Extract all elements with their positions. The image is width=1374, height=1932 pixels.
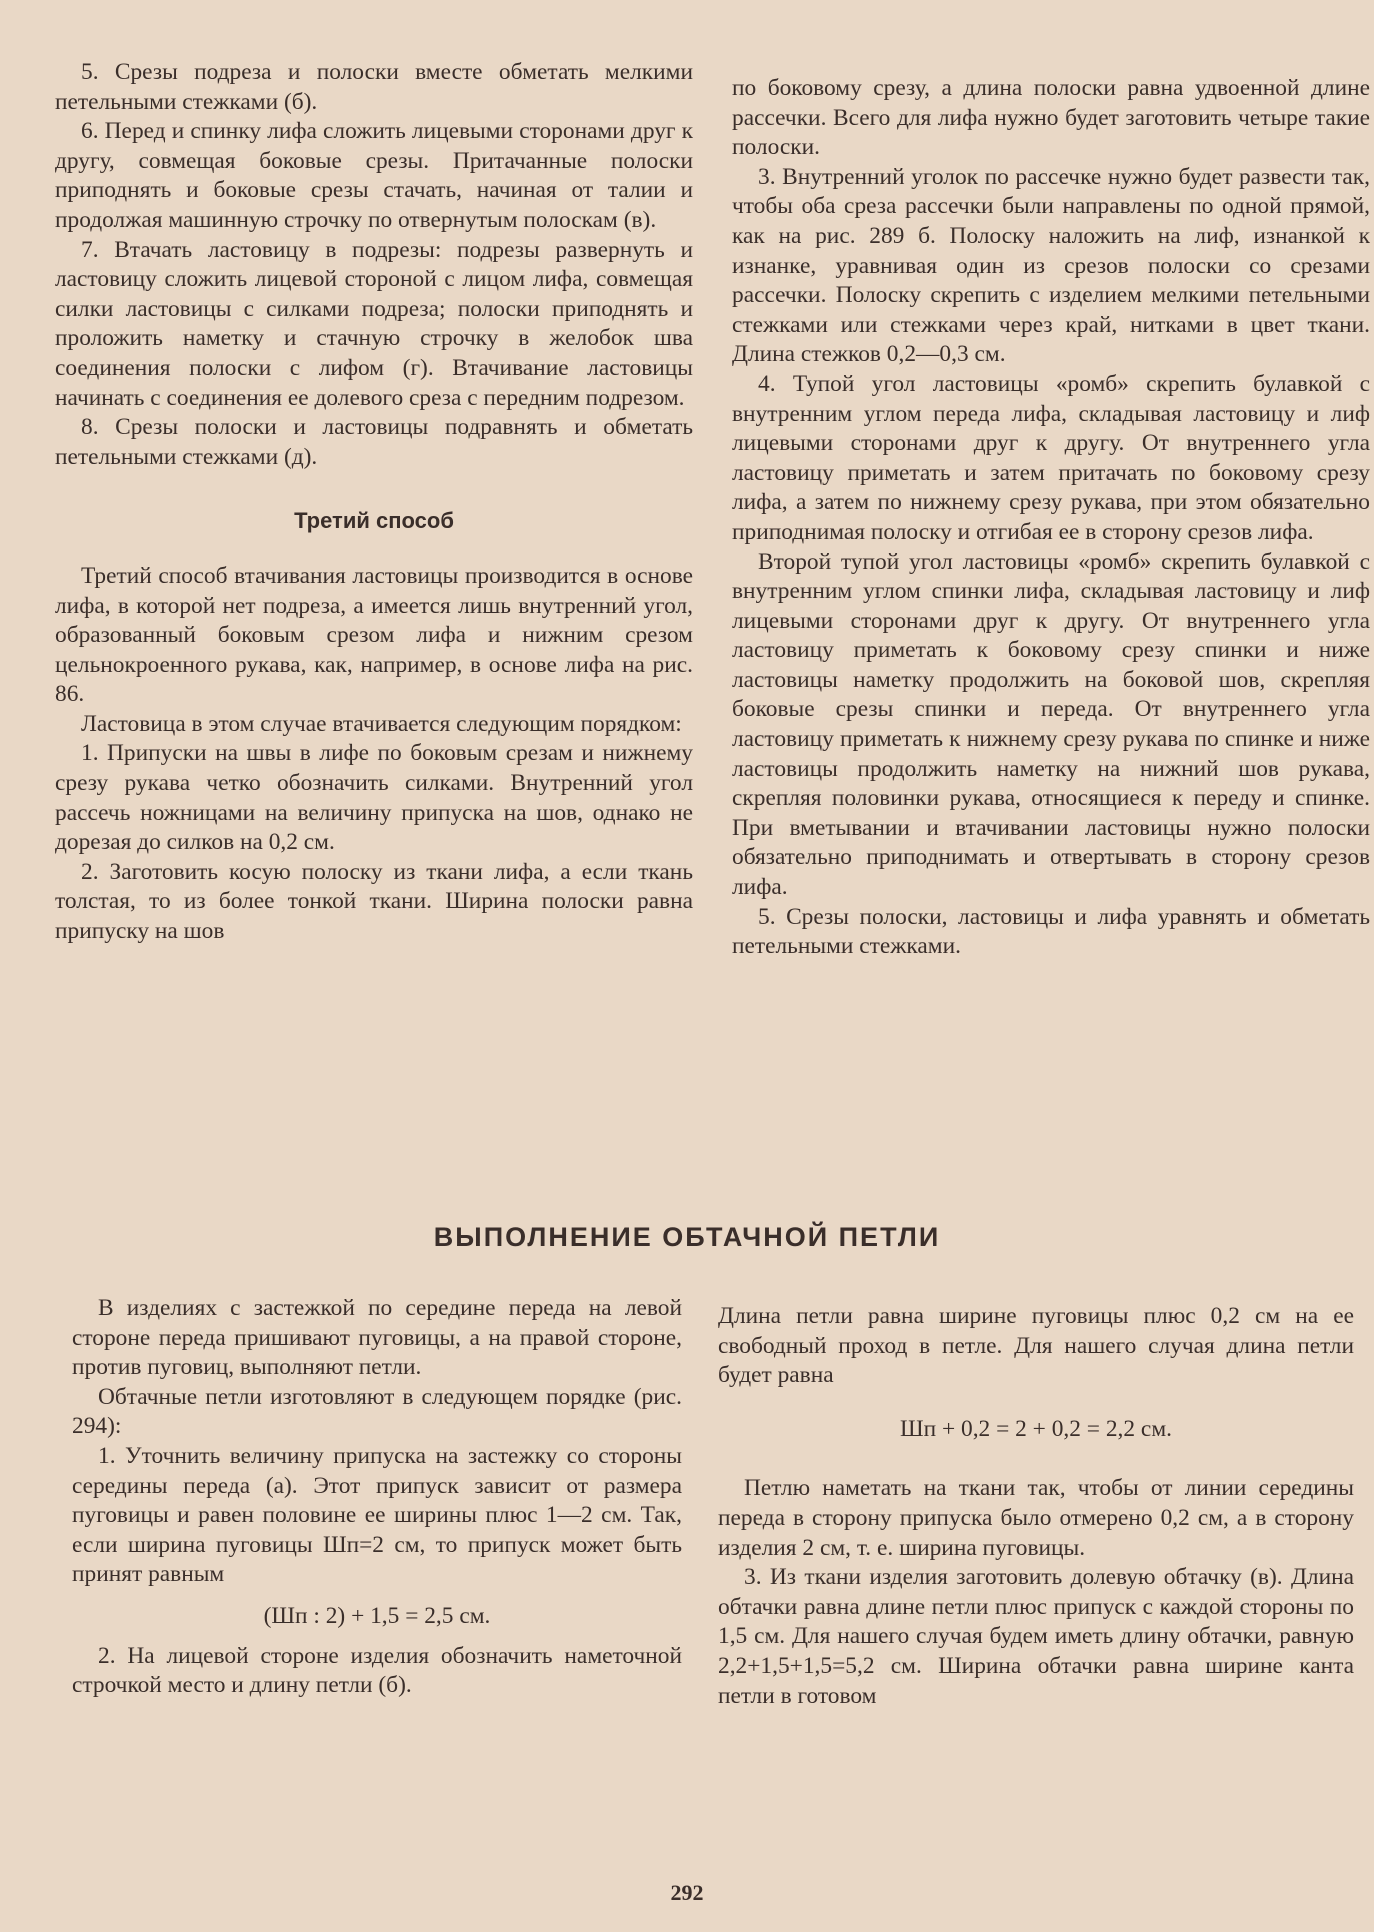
- formula: (Шп : 2) + 1,5 = 2,5 см.: [263, 1602, 491, 1629]
- top-left-column: [55, 58, 693, 947]
- page-number: 292: [670, 1880, 704, 1905]
- paragraph: Обтачные петли изготовляют в следующем порядке (рис. 294):: [72, 1383, 682, 1440]
- bottom-left-column: [72, 1294, 682, 1701]
- section-title: ВЫПОЛНЕНИЕ ОБТАЧНОЙ ПЕТЛИ: [433, 1222, 941, 1252]
- paragraph: Петлю наметать на ткани так, чтобы от линии середины переда в сторону припуска было отмерено 0,2 см, а в сторону изделия 2 см, т. е. ширина пуговицы.: [718, 1475, 1354, 1561]
- paragraph: Второй тупой угол ластовицы «ромб» скрепить булавкой с внутренним углом спинки лифа, складывая ластовицу и лиф лицевыми сторонами друг к другу. От внутреннего угла ластовицу приметать к боковому срезу спинки и ниже ластовицы наметку продолжить на боковой шов, скрепляя боковые срезы спинки и переда. От внутреннего угла ластовицу приметать к нижнему срезу рукава по спинке и ниже ластовицы продолжить наметку на нижний шов рукава, скрепляя половинки рукава, относящиеся к переду и спинке. При вметывании и втачивании ластовицы нужно полоски обязательно приподнимать и отвертывать в сторону срезов лифа.: [732, 548, 1370, 901]
- paragraph: по боковому срезу, а длина полоски равна удвоенной длине рассечки. Всего для лифа нужно будет заготовить четыре такие полоски.: [732, 75, 1370, 161]
- paragraph: 5. Срезы подреза и полоски вместе обметать мелкими петельными стежками (б).: [55, 59, 693, 115]
- paragraph: Длина петли равна ширине пуговицы плюс 0,2 см на ее свободный проход в петле. Для нашего случая длина петли будет равна: [718, 1303, 1354, 1389]
- paragraph: 3. Внутренний уголок по рассечке нужно будет развести так, чтобы оба среза рассечки были направлены по одной прямой, как на рис. 289 б. Полоску наложить на лиф, изнанкой к изнанке, уравнивая один из срезов полоски со срезами рассечки. Полоску скрепить с изделием мелкими петельными стежками или стежками через край, нитками в цвет ткани. Длина стежков 0,2—0,3 см.: [732, 163, 1370, 368]
- paragraph: 4. Тупой угол ластовицы «ромб» скрепить булавкой с внутренним углом переда лифа, складывая ластовицу и лиф лицевыми сторонами друг к другу. От внутреннего угла ластовицу приметать и затем притачать по боковому срезу лифа, а затем по нижнему срезу рукава, при этом обязательно приподнимая полоску и отгибая ее в сторону срезов лифа.: [732, 370, 1370, 545]
- bottom-right-column: [718, 1302, 1354, 1711]
- paragraph: 1. Уточнить величину припуска на застежку со стороны середины переда (а). Этот припуск зависит от размера пуговицы и равен половине ее ширины плюс 1—2 см. Так, если ширина пуговицы Шп=2 см, то припуск может быть принят равным: [72, 1442, 682, 1588]
- paragraph: 1. Припуски на швы в лифе по боковым срезам и нижнему срезу рукава четко обозначить силками. Внутренний угол рассечь ножницами на величину припуска на шов, однако не дорезая до силков на 0,2 см.: [55, 740, 693, 856]
- paragraph: 6. Перед и спинку лифа сложить лицевыми сторонами друг к другу, совмещая боковые срезы. Притачанные полоски приподнять и боковые срезы стачать, начиная от талии и продолжая машинную строчку по отвернутым полоскам (в).: [55, 118, 693, 233]
- paragraph: 2. На лицевой стороне изделия обозначить наметочной строчкой место и длину петли (б).: [72, 1642, 682, 1699]
- subheading-third-method: Третий способ: [294, 508, 454, 534]
- paragraph: 5. Срезы полоски, ластовицы и лифа уравнять и обметать петельными стежками.: [732, 903, 1370, 960]
- paragraph: Третий способ втачивания ластовицы производится в основе лифа, в которой нет подреза, а имеется лишь внутренний угол, образованный боковым срезом лифа и нижним срезом цельнокроенного рукава, как, например, в основе лифа на рис. 86.: [55, 562, 693, 708]
- formula: Шп + 0,2 = 2 + 0,2 = 2,2 см.: [900, 1415, 1172, 1442]
- paragraph: Ластовица в этом случае втачивается следующим порядком:: [81, 710, 682, 737]
- paragraph: 3. Из ткани изделия заготовить долевую обтачку (в). Длина обтачки равна длине петли плюс припуск с каждой стороны по 1,5 см. Для нашего случая будем иметь длину обтачки, равную 2,2+1,5+1,5=5,2 см. Ширина обтачки равна ширине канта петли в готовом: [718, 1564, 1354, 1709]
- top-right-column: [732, 74, 1370, 962]
- paragraph: 8. Срезы полоски и ластовицы подравнять и обметать петельными стежками (д).: [55, 414, 693, 470]
- paragraph: В изделиях с застежкой по середине переда на левой стороне переда пришивают пуговицы, а на правой стороне, против пуговиц, выполняют петли.: [72, 1295, 682, 1381]
- paragraph: 7. Втачать ластовицу в подрезы: подрезы развернуть и ластовицу сложить лицевой стороной с лицом лифа, совмещая силки ластовицы с силками подреза; полоски приподнять и проложить наметку и стачную строчку в желобок шва соединения полоски с лифом (г). Втачивание ластовицы начинать с соединения ее долевого среза с передним подрезом.: [55, 236, 693, 411]
- paragraph: 2. Заготовить косую полоску из ткани лифа, а если ткань толстая, то из более тонкой ткани. Ширина полоски равна припуску на шов: [55, 858, 693, 945]
